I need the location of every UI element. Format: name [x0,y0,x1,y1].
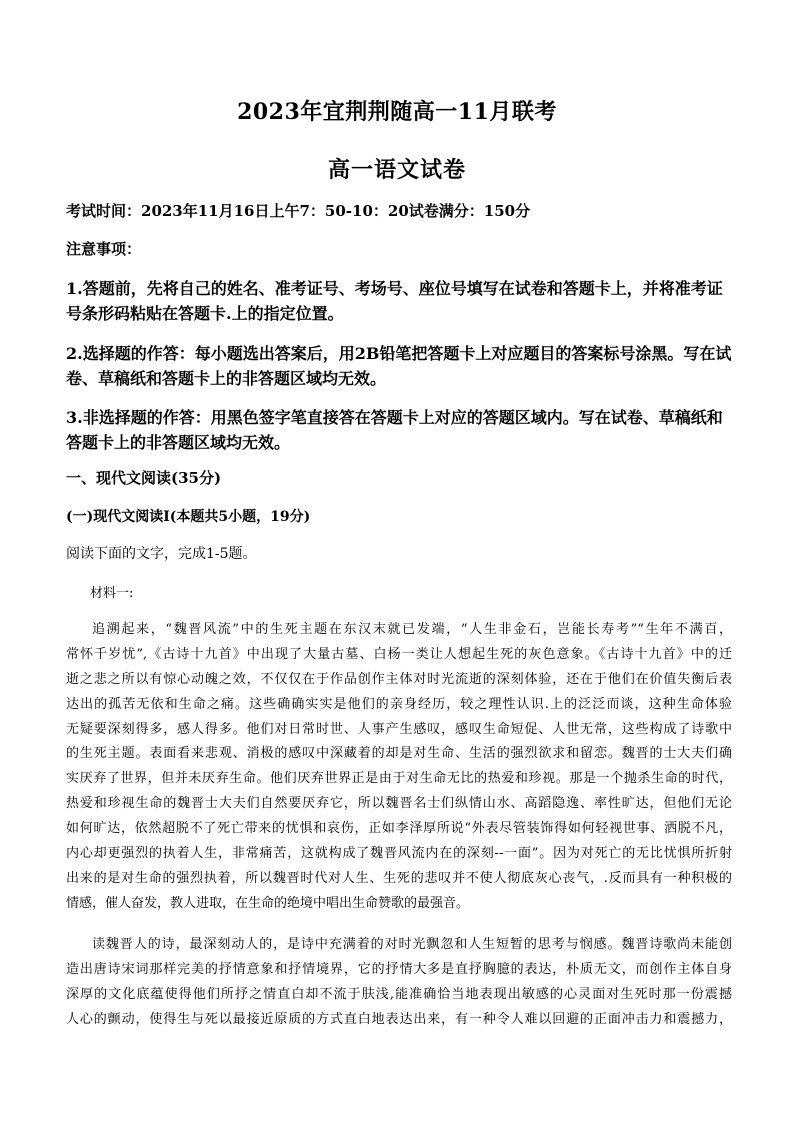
paragraph-line: 实厌弃了世界，但并未厌弃生命。他们厌弃世界正是由于对生命无比的热爱和珍视。那是一个抛杀生命的时代， [66,771,732,787]
material-paragraph-1 [66,618,732,917]
paragraph-line: 如何旷达，依然超脱不了死亡带来的忧惧和哀伤，正如李泽厚所说“外表尽管装饰得如何轻视世事、洒脱不凡， [66,821,732,837]
paragraph-line: 追溯起来，“魏晋风流”中的生死主题在东汉末就已发端，“人生非金石，岂能长寿考”“生年不满百， [92,622,732,637]
material-paragraph-2 [66,933,732,1033]
notice-item-3-line-1: 3.非选择题的作答：用黑色签字笔直接答在答题卡上对应的答题区域内。写在试卷、草稿纸和 [66,408,723,427]
paragraph-line: 内心却更强烈的执着人生，非常痛苦，这就构成了魏晋风流内在的深刻--一面”。因为对死亡的无比忧惧所折射 [66,846,732,862]
notice-item-1-line-1: 1.答题前，先将自己的姓名、准考证号、考场号、座位号填写在试卷和答题卡上，并将准考证 [66,279,723,298]
material-label: 材料一: [90,586,134,601]
paragraph-line: 出来的是对生命的强烈执着，所以魏晋时代对人生、生死的悲叹并不使人彻底灰心丧气，.反而具有一种积极的 [66,870,732,886]
paragraph-line: 无疑要深刻得多，感人得多。他们对日常时世、人事产生感叹，感叹生命短促、人世无常，这些构成了诗歌中 [66,721,732,737]
notice-heading: 注意事项： [66,240,142,258]
paragraph-line: 达出的孤苦无依和生命之痛。这些确确实实是他们的亲身经历，较之理性认识.上的泛泛而谈，这种生命体验 [66,696,732,712]
notice-item-2-line-1: 2.选择题的作答：每小题选出答案后，用2B铅笔把答题卡上对应题目的答案标号涂黑。写在试 [66,344,732,363]
paragraph-line: 热爱和珍视生命的魏晋士大夫们自然要厌弃它，所以魏晋名士们纵情山水、高蹈隐逸、率性旷达，但他们无论 [66,796,732,812]
reading-instruction: 阅读下面的文字，完成1-5题。 [66,546,257,562]
paragraph-line: 深厚的文化底蕴使得他们所抒之情直白却不流于肤浅,能准确恰当地表现出敏感的心灵面对生死时那一份震撼 [66,986,732,1002]
paragraph-line: 逝之悲之所以有惊心动魄之效，不仅仅在于作品创作主体对时光流逝的深刻体验，还在于他们在价值失衡后表 [66,671,732,687]
notice-item-2-line-2: 卷、草稿纸和答题卡上的非答题区域均无效。 [66,369,387,388]
paragraph-line: 人心的颤动，使得生与死以最接近原质的方式直白地表达出来，有一种令人难以回避的正面冲击力和震撼力， [66,1011,732,1027]
paragraph-line: 读魏晋人的诗，最深刻动人的，是诗中充满着的对时光飘忽和人生短暂的思考与悯感。魏晋诗歌尚未能创 [92,937,732,952]
paragraph-line: 造出唐诗宋词那样完美的抒情意象和抒情境界，它的抒情大多是直抒胸臆的表达，朴质无文，而创作主体自身 [66,961,732,977]
exam-title: 2023年宜荆荆随高一11月联考 [237,99,557,125]
exam-subtitle: 高一语文试卷 [327,157,466,183]
section-subheading: (一)现代文阅读Ⅰ(本题共5小题，19分) [66,509,311,525]
exam-info: 考试时间：2023年11月16日上午7：50-10：20试卷满分：150分 [66,202,531,220]
notice-item-1-line-2: 号条形码粘贴在答题卡.上的指定位置。 [66,304,344,323]
notice-item-3-line-2: 答题卡上的非答题区域均无效。 [66,433,291,452]
paragraph-line: 的生死主题。表面看来悲观、消极的感叹中深藏着的却是对生命、生活的强烈欲求和留恋。魏晋的士大夫们确 [66,746,732,762]
paragraph-line: 情感，催人奋发，教人进取，在生命的绝境中唱出生命赞歌的最强音。 [66,895,470,911]
paragraph-line: 常怀千岁忧”,《古诗十九首》中出现了大量古墓、白杨一类让人想起生死的灰色意象。《古诗十九首》中的迁 [66,646,732,662]
section-heading: 一、现代文阅读(35分) [66,469,222,487]
